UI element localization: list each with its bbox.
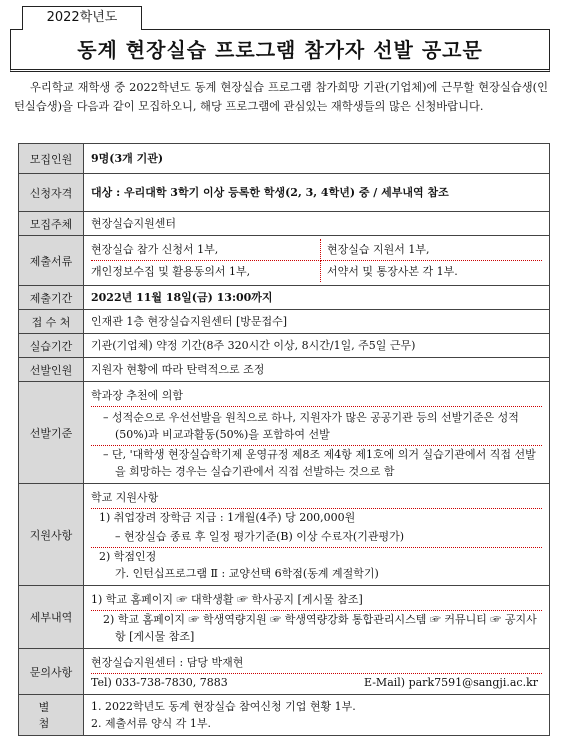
value-qualification: 대상 : 우리대학 3학기 이상 등록한 학생(2, 3, 4학년) 중 / 세부내역 참조 — [84, 174, 550, 212]
inquiry-contact: 현장실습지원센터 : 담당 박재현 — [91, 652, 542, 674]
criteria-line: – 단, '대학생 현장실습학기제 운영규정 제8조 제4항 제1호에 의거 실습기관에서 직접 선발을 희망하는 경우는 실습기관에서 직접 선발하는 것으로 함 — [103, 448, 536, 478]
document-item: 현장실습 참가 신청서 1부, — [91, 239, 321, 261]
details-line: 1) 학교 홈페이지 ☞ 대학생활 ☞ 학사공지 [게시물 참조] — [91, 589, 542, 611]
attachment-line: 1. 2022학년도 동계 현장실습 참여신청 기업 현황 1부. — [91, 700, 356, 713]
document-item: 서약서 및 통장사본 각 1부. — [327, 265, 458, 278]
row-selection-staff — [19, 358, 550, 382]
row-organizer — [19, 212, 550, 236]
label-attachment — [19, 695, 84, 736]
attachment-label-text: 별 첨 — [38, 701, 64, 730]
value-inquiry — [84, 649, 550, 695]
row-attachment — [19, 695, 550, 736]
label-documents: 제출서류 — [19, 236, 84, 286]
value-period: 기관(기업체) 약정 기간(8주 320시간 이상, 8시간/1일, 주5일 근무) — [84, 334, 550, 358]
row-deadline — [19, 286, 550, 310]
value-reception: 인재관 1층 현장실습지원센터 [방문접수] — [84, 310, 550, 334]
support-line: 학교 지원사항 — [91, 487, 542, 509]
label-qualification: 신청자격 — [19, 174, 84, 212]
support-line: 가. 인턴십프로그램 Ⅱ : 교양선택 6학점(동계 계절학기) — [115, 567, 379, 580]
label-reception: 접 수 처 — [19, 310, 84, 334]
label-recruit: 모집인원 — [19, 144, 84, 174]
value-organizer: 현장실습지원센터 — [84, 212, 550, 236]
row-qualification — [19, 174, 550, 212]
label-period: 실습기간 — [19, 334, 84, 358]
label-criteria: 선발기준 — [19, 382, 84, 484]
label-deadline: 제출기간 — [19, 286, 84, 310]
row-recruit — [19, 144, 550, 174]
row-documents — [19, 236, 550, 286]
document-item: 현장실습 지원서 1부, — [321, 239, 542, 261]
support-line: 2) 학점인정 — [99, 550, 157, 563]
document-item: 개인정보수집 및 활용동의서 1부, — [91, 261, 321, 282]
criteria-line: – 성적순으로 우선선발을 원칙으로 하나, 지원자가 많은 공공기관 등의 선발기준은 성적(50%)과 비교과활동(50%)을 포함하여 선발 — [91, 407, 542, 446]
intro-paragraph: 우리학교 재학생 중 2022학년도 동계 현장실습 프로그램 참가희망 기관(기업체)에 근무할 현장실습생(인턴실습생)을 다음과 같이 모집하오니, 해당 프로그램에 관심있는 재학생들의 많은 신청바랍니다. — [14, 81, 548, 113]
row-support — [19, 484, 550, 586]
value-support — [84, 484, 550, 586]
inquiry-tel: Tel) 033-738-7830, 7883 — [91, 676, 228, 689]
value-criteria — [84, 382, 550, 484]
row-inquiry — [19, 649, 550, 695]
row-criteria — [19, 382, 550, 484]
label-inquiry: 문의사항 — [19, 649, 84, 695]
value-attachment — [84, 695, 550, 736]
criteria-line: 학과장 추천에 의함 — [91, 385, 542, 407]
page-title: 동계 현장실습 프로그램 참가자 선발 공고문 — [10, 29, 550, 72]
year-tab: 2022학년도 — [22, 6, 142, 30]
inquiry-email: E-Mail) park7591@sangji.ac.kr — [363, 676, 538, 689]
value-recruit: 9명(3개 기관) — [84, 144, 550, 174]
label-support: 지원사항 — [19, 484, 84, 586]
support-line: – 현장실습 종료 후 일정 평가기준(B) 이상 수료자(기관평가) — [91, 526, 542, 548]
value-deadline: 2022년 11월 18일(금) 13:00까지 — [84, 286, 550, 310]
value-documents — [84, 236, 550, 286]
value-selection-staff: 지원자 현황에 따라 탄력적으로 조정 — [84, 358, 550, 382]
attachment-line: 2. 제출서류 양식 각 1부. — [91, 717, 211, 730]
support-line: 1) 취업장려 장학금 지급 : 1개월(4주) 당 200,000원 — [99, 511, 356, 524]
label-selection-staff: 선발인원 — [19, 358, 84, 382]
label-organizer: 모집주체 — [19, 212, 84, 236]
details-line: 2) 학교 홈페이지 ☞ 학생역량지원 ☞ 학생역량강화 통합관리시스템 ☞ 커뮤니티 ☞ 공지사항 [게시물 참조] — [103, 613, 537, 643]
row-period — [19, 334, 550, 358]
label-details: 세부내역 — [19, 586, 84, 649]
row-details — [19, 586, 550, 649]
row-reception — [19, 310, 550, 334]
value-details — [84, 586, 550, 649]
notice-table — [18, 143, 550, 736]
